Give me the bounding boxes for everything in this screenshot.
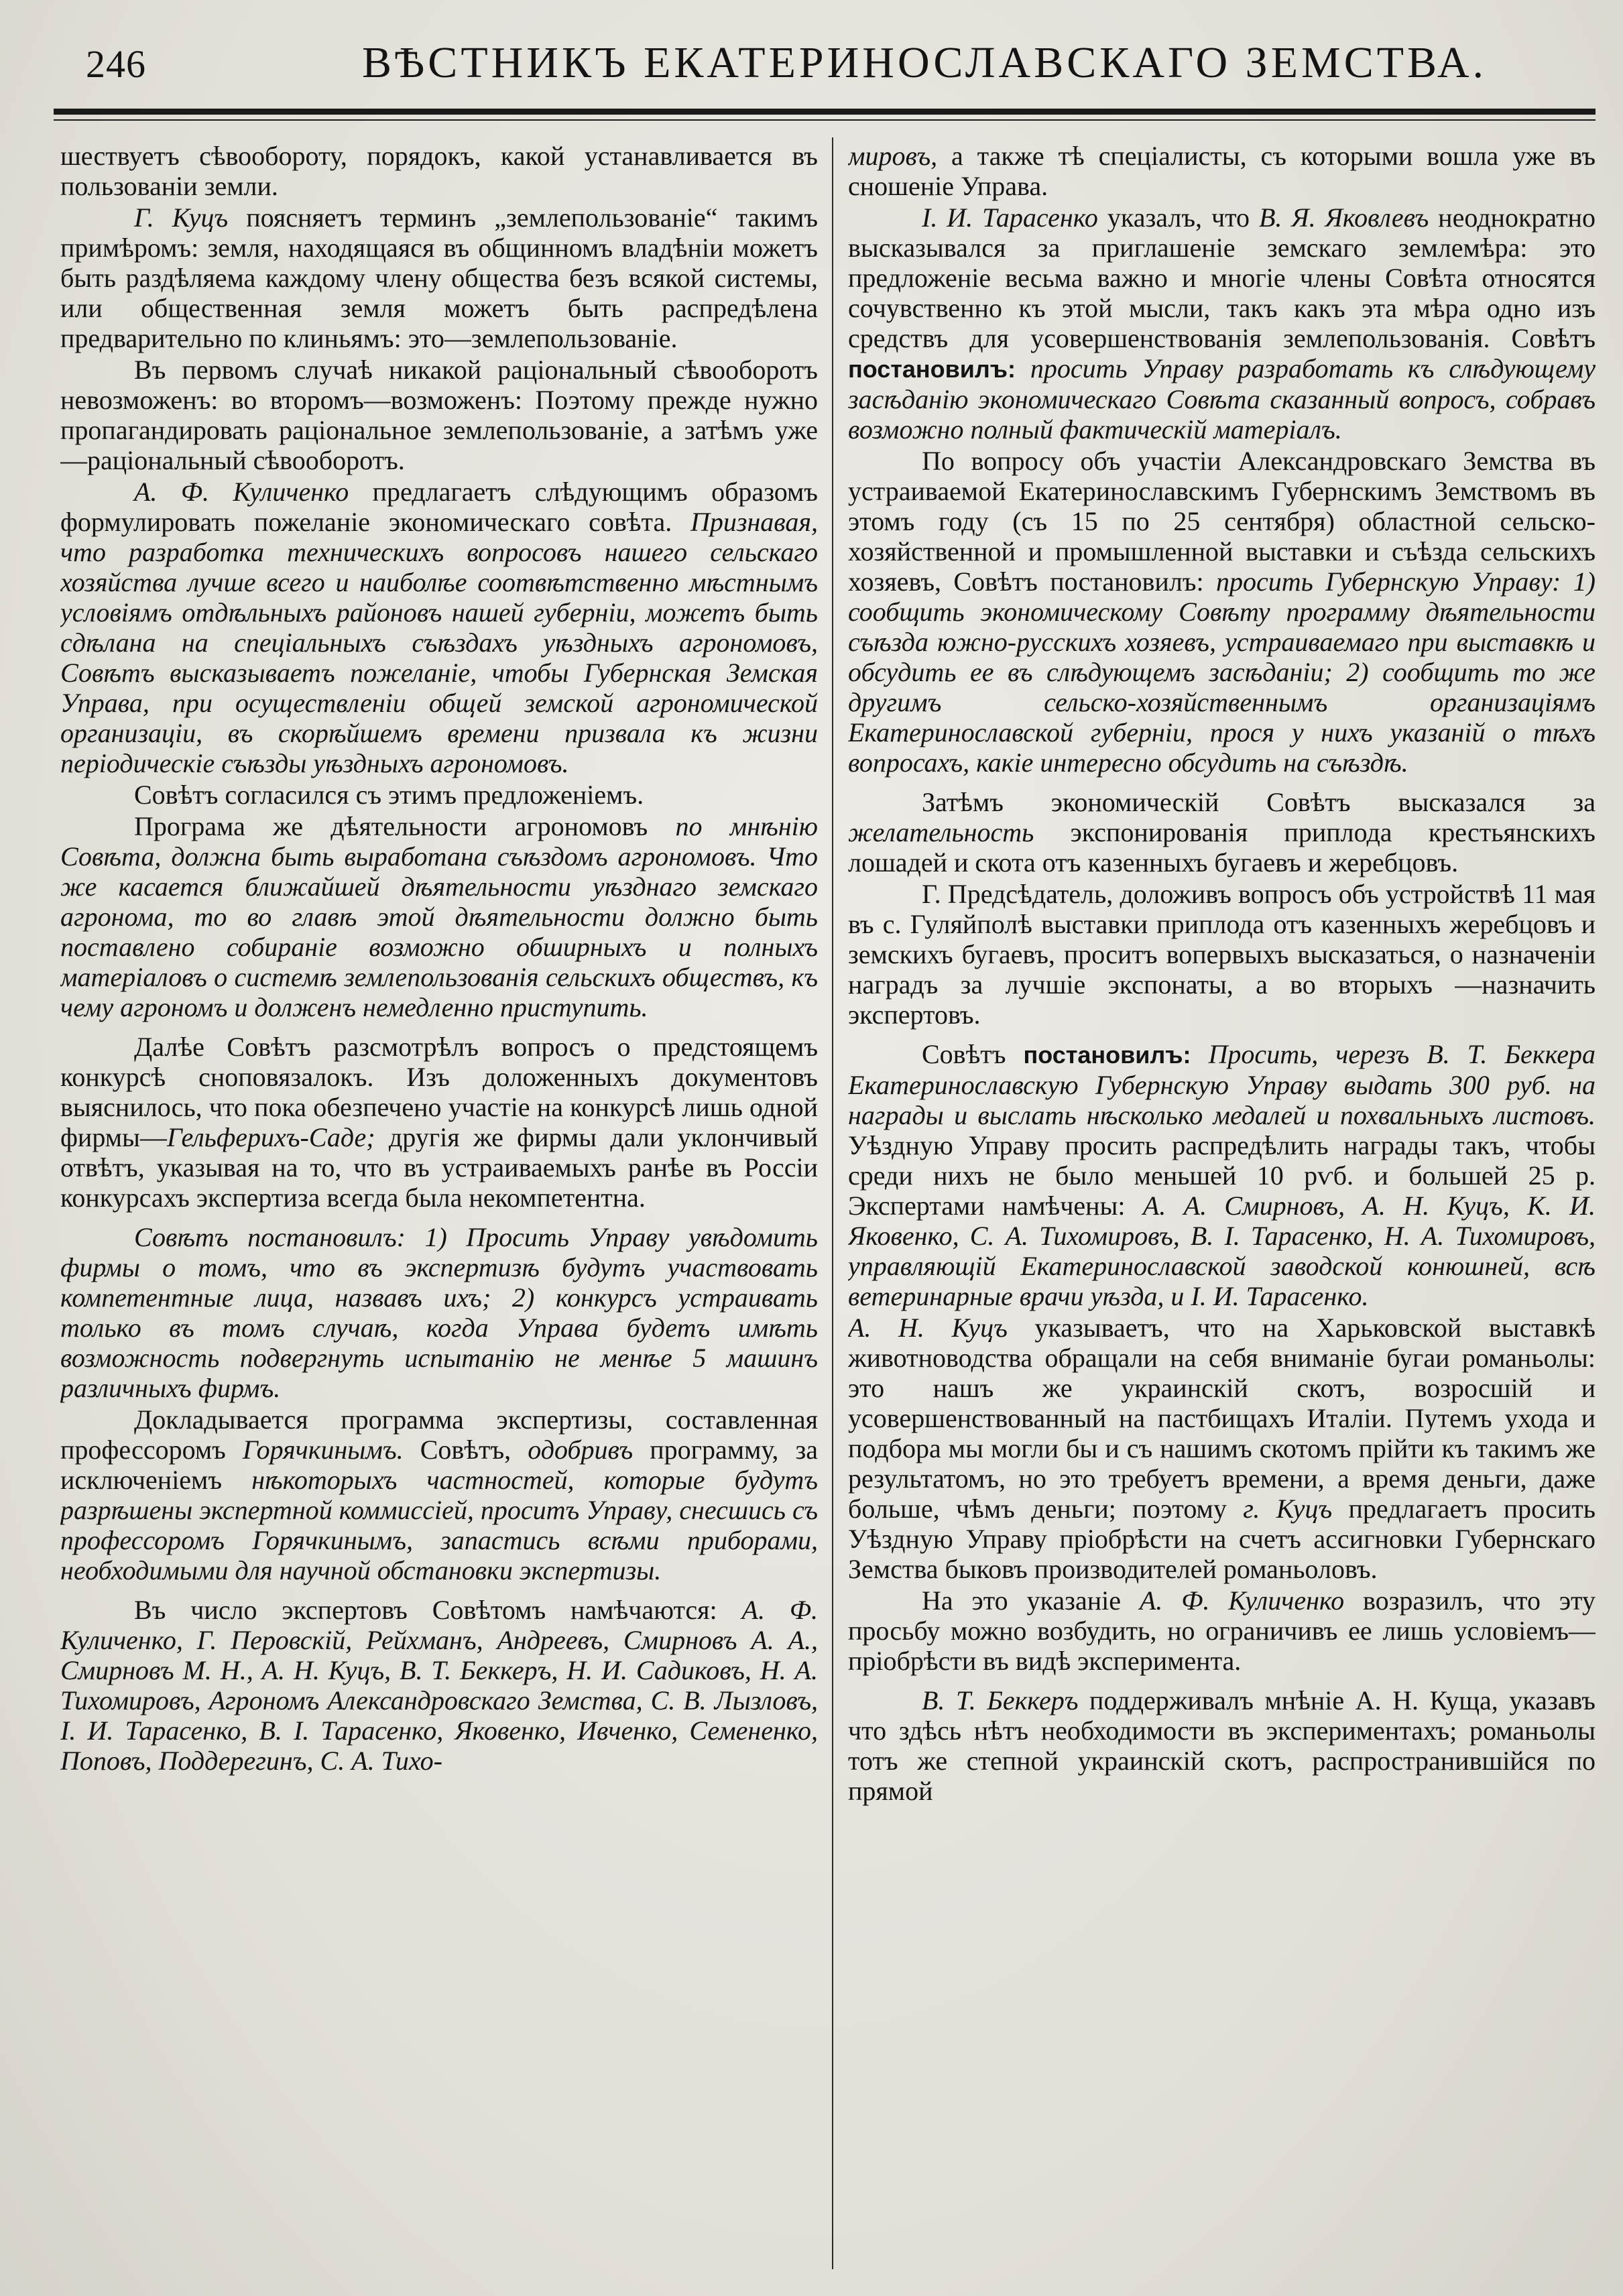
paragraph <box>848 879 1596 1030</box>
text-run: Докладывается программа экспертизы, составленная профессоромъ <box>60 1404 818 1465</box>
text-run: указываетъ, что на Харьковской выставкѣ животноводства обращали на себя вниманіе бугаи романьолы: это нашъ же украинскій скотъ, возросшій и усовершенствованный на пастбищахъ Италіи. Путемъ ухода и подбора мы могли бы и съ нашимъ скотомъ прійти къ такимъ же результатомъ, но это требуетъ времени, а время деньги, даже больше, чѣмъ деньги; поэтому <box>848 1313 1596 1524</box>
italic-text: А. Ф. Куличенко <box>134 477 349 507</box>
paragraph <box>848 1685 1596 1806</box>
italic-text: В. Т. Беккеръ <box>922 1685 1079 1715</box>
italic-text: А. А. Смирновъ, А. Н. Куцъ, К. И. Яковенко, С. А. Тихомировъ, В. І. Тарасенко, Н. А. Тихомировъ, управляющій Екатеринославской заводской конюшней, всѣ ветеринарные врачи уѣзда, и І. И. Тарасенко. <box>848 1191 1596 1311</box>
bold-text: постановилъ: <box>1023 1041 1191 1069</box>
text-run: указалъ, что <box>1097 202 1259 233</box>
paragraph <box>848 446 1596 778</box>
paragraph <box>848 202 1596 444</box>
right-column <box>848 141 1596 2279</box>
text-run: Въ число экспертовъ Совѣтомъ намѣчаются: <box>134 1595 742 1625</box>
page-number: 246 <box>86 42 146 86</box>
text-run: поясняетъ терминъ „землепользованіе“ такимъ примѣромъ: земля, находящаяся въ общинномъ владѣніи можетъ быть раздѣляема каждому члену общества безъ всякой системы, или общественная земля можетъ быть распредѣлена предварительно по клиньямъ: это—землепользованіе. <box>60 202 818 353</box>
bold-text: постановилъ: <box>848 355 1016 383</box>
paragraph <box>848 1039 1596 1311</box>
text-run: предлагаетъ просить Уѣздную Управу пріобрѣсти на счетъ ассигновки Губернскаго Земства быковъ производителей романьоловъ. <box>848 1494 1596 1584</box>
paragraph <box>60 355 818 475</box>
text-run: Програма же дѣятельности агрономовъ <box>134 811 676 841</box>
italic-text: В. Я. Яковлевъ <box>1258 202 1429 233</box>
italic-text: Признавая, что разработка техническихъ вопросовъ нашего сельскаго хозяйства лучше всего и наиболѣе соотвѣтственно мѣстнымъ условіямъ отдѣльныхъ районовъ нашей губерніи, можетъ быть сдѣлана на спеціальныхъ съѣздахъ уѣздныхъ агрономовъ, Совѣтъ высказываетъ пожеланіе, чтобы Губернская Земская Управа, при осуществленіи общей земской агрономической организаціи, въ скорѣйшемъ времени призвала къ жизни періодическіе съѣзды уѣздныхъ агрономовъ. <box>60 507 818 778</box>
text-run: Г. Предсѣдатель, доложивъ вопросъ объ устройствѣ 11 мая въ с. Гуляйполѣ выставки приплода отъ казенныхъ жеребцовъ и земскихъ бугаевъ, проситъ вопервыхъ высказаться, о назначеніи наградъ за лучшіе экспонаты, а во вторыхъ —назначить экспертовъ. <box>848 879 1596 1030</box>
italic-text: мировъ, <box>848 141 938 171</box>
text-run: Уѣздную Управу просить распредѣлить награды такъ, чтобы среди нихъ не было меньшей 10 рѵб. и большей 25 р. Экспертами намѣчены: <box>848 1130 1596 1221</box>
header-rule-thick <box>54 109 1596 115</box>
paragraph <box>60 811 818 1022</box>
text-run: а также тѣ спеціалисты, съ которыми вошла уже въ сношеніе Управа. <box>848 141 1596 201</box>
paragraph <box>60 1404 818 1585</box>
italic-text: Совѣтъ постановилъ: 1) Просить Управу увѣдомить фирмы о томъ, что въ экспертизѣ будутъ участвовать компетентные лица, назвавъ ихъ; 2) конкурсъ устраивать только въ томъ случаѣ, когда Управа будетъ имѣть возможность подвергнуть испытанію не менѣе 5 машинъ различныхъ фирмъ. <box>60 1222 818 1403</box>
text-run: Въ первомъ случаѣ никакой раціональный сѣвооборотъ невозможенъ: во второмъ—возможенъ: Поэтому прежде нужно пропагандировать раціональное землепользованіе, а затѣмъ уже—раціональный сѣвооборотъ. <box>60 355 818 475</box>
italic-text: А. Н. Куцъ <box>848 1313 1008 1343</box>
paragraph <box>60 780 818 810</box>
italic-text: І. И. Тарасенко <box>922 202 1098 233</box>
italic-text: просить Управу разработать къ слѣдующему засѣданію экономическаго Совѣта сказанный вопросъ, собравъ возможно полный фактическій матеріалъ. <box>848 353 1596 444</box>
paragraph <box>848 141 1596 201</box>
paragraph <box>60 1032 818 1213</box>
text-run: предлагаетъ слѣдующимъ образомъ формулировать пожеланіе экономическаго совѣта. <box>60 477 818 537</box>
italic-text: одобривъ <box>528 1435 634 1465</box>
text-run: неоднократно высказывался за приглашеніе земскаго землемѣра: это предложеніе весьма важно и многіе члены Совѣта относятся сочувственно къ этой мысли, такъ какъ эта мѣра одно изъ средствъ для усовершенствованія землепользованія. Совѣтъ <box>848 202 1596 353</box>
text-run: Затѣмъ экономическій Совѣтъ высказался за <box>922 787 1596 817</box>
text-run: Совѣтъ, <box>403 1435 528 1465</box>
italic-text: Г. Куцъ <box>134 202 229 233</box>
paragraph <box>60 1222 818 1403</box>
text-run <box>1016 353 1030 383</box>
text-run: Совѣтъ согласился съ этимъ предложеніемъ. <box>134 780 644 810</box>
left-column <box>60 141 818 2279</box>
paragraph <box>60 141 818 201</box>
text-run: Далѣе Совѣтъ разсмотрѣлъ вопросъ о предстоящемъ конкурсѣ сноповязалокъ. Изъ доложенныхъ документовъ выяснилось, что пока обезпечено участіе на конкурсѣ лишь одной фирмы— <box>60 1032 818 1152</box>
text-run: шествуетъ сѣвообороту, порядокъ, какой устанавливается въ пользованіи земли. <box>60 141 818 201</box>
paragraph <box>848 787 1596 878</box>
italic-text: желательность <box>848 817 1034 847</box>
text-run: программу, за исключеніемъ <box>60 1435 818 1495</box>
paragraph <box>848 1585 1596 1676</box>
paragraph <box>60 477 818 778</box>
text-run: На это указаніе <box>922 1585 1140 1616</box>
italic-text: просить Губернскую Управу: 1) сообщить экономическому Совѣту программу дѣятельности съѣзда южно-русскихъ хозяевъ, устраиваемаго при выставкѣ и обсудить ее въ слѣдующемъ засѣданіи; 2) сообщить то же другимъ сельско-хозяйственнымъ организаціямъ Екатеринославской губерніи, прося у нихъ указаній о тѣхъ вопросахъ, какіе интересно обсудить на съѣздѣ. <box>848 566 1596 778</box>
italic-text: Гельфериxъ-Саде; <box>166 1122 375 1152</box>
journal-title: ВѢСТНИКЪ ЕКАТЕРИНОСЛАВСКАГО ЗЕМСТВА. <box>362 38 1488 87</box>
italic-text: А. Ф. Куличенко <box>1139 1585 1345 1616</box>
text-run: возразилъ, что эту просьбу можно возбудить, но ограничивъ ее лишь условіемъ—пріобрѣсти въ видѣ эксперимента. <box>848 1585 1596 1676</box>
column-divider <box>832 137 833 2269</box>
text-run: экспонированія приплода крестьянскихъ лошадей и скота отъ казенныхъ бугаевъ и жеребцовъ. <box>848 817 1596 878</box>
paragraph <box>60 1595 818 1776</box>
paragraph <box>60 202 818 353</box>
text-run: поддерживалъ мнѣніе А. Н. Куща, указавъ что здѣсь нѣтъ необходимости въ экспериментахъ; романьолы тотъ же степной украинскій скотъ, распространившійся по прямой <box>848 1685 1596 1806</box>
italic-text: по мнѣнію Совѣта, должна быть выработана съѣздомъ агрономовъ. Что же касается ближайшей дѣятельности уѣзднаго земскаго агронома, то во главѣ этой дѣятельности должно быть поставлено собираніе возможно обширныхъ и полныхъ матеріаловъ о системѣ землепользованія сельскихъ обществъ, къ чему агрономъ и долженъ немедленно приступить. <box>60 811 818 1022</box>
italic-text: А. Ф. Куличенко, Г. Перовскій, Рейхманъ, Андреевъ, Смирновъ А. А., Смирновъ М. Н., А. Н. Куцъ, В. Т. Беккеръ, Н. И. Садиковъ, Н. А. Тихомировъ, Агрономъ Александровскаго Земства, С. В. Лызловъ, І. И. Тарасенко, В. І. Тарасенко, Яковенко, Ивченко, Семененко, Поповъ, Поддерегинъ, С. А. Тихо- <box>60 1595 818 1776</box>
italic-text: Просить, черезъ В. Т. Беккера Екатеринославскую Губернскую Управу выдать 300 руб. на награды и выслать нѣсколько медалей и похвальныхъ листовъ. <box>848 1039 1596 1130</box>
italic-text: г. Куцъ <box>1243 1494 1333 1524</box>
text-run: Совѣтъ <box>922 1039 1024 1069</box>
text-run: По вопросу объ участіи Александровскаго Земства въ устраиваемой Екатеринославскимъ Губернскимъ Земствомъ въ этомъ году (съ 15 по 25 сентября) областной сельско-хозяйственной и промышленной выставки и съѣзда сельскихъ хозяевъ, Совѣтъ постановилъ: <box>848 446 1596 597</box>
paragraph <box>848 1313 1596 1584</box>
header-rule-thin <box>54 119 1596 121</box>
italic-text: нѣкоторыхъ частностей, которые будутъ разрѣшены экспертной коммиссіей, проситъ Управу, снесшись съ профессоромъ Горячкинымъ, запастись всѣми приборами, необходимыми для научной обстановки экспертизы. <box>60 1465 818 1585</box>
text-run <box>1191 1039 1209 1069</box>
text-run: другія же фирмы дали уклончивый отвѣтъ, указывая на то, что въ устраиваемыхъ ранѣе въ Россіи конкурсахъ экспертиза всегда была некомпетентна. <box>60 1122 818 1213</box>
italic-text: Горячкинымъ. <box>242 1435 404 1465</box>
